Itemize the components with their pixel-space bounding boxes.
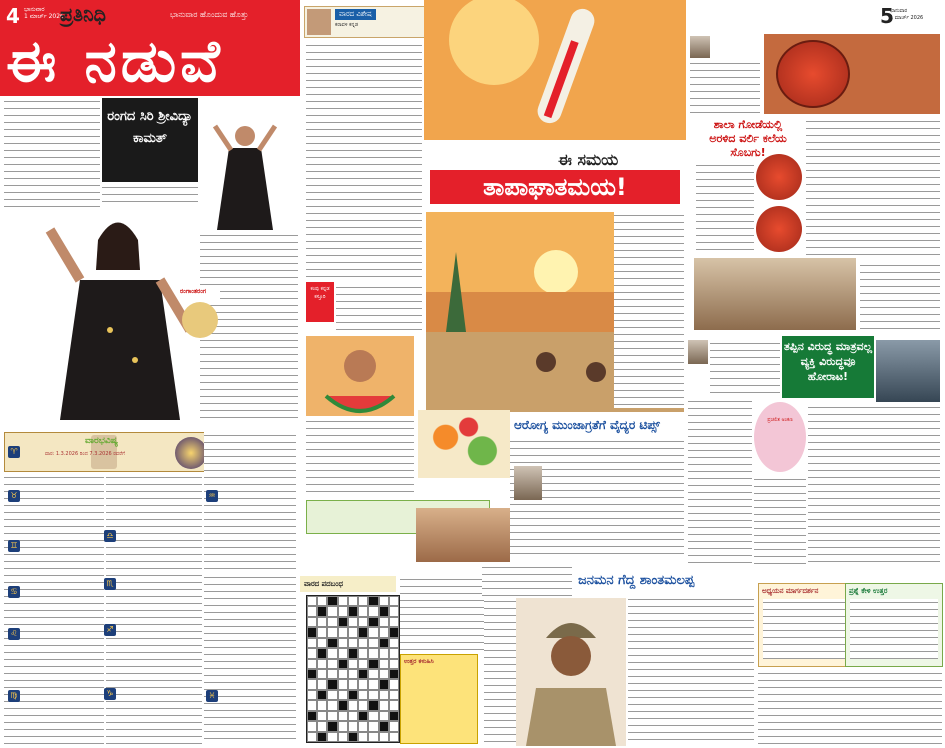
school-headline: ಶಾಲಾ ಗೋಡೆಯಲ್ಲಿ ಅರಳಿದ ವರ್ಲಿ ಕಲೆಯ ಸೊಬಗು! [709,118,787,159]
police-officer-photo [516,598,626,746]
gemini-icon: ♊ [8,540,20,552]
dateline-day: ಭಾನುವಾರ [24,6,45,13]
doctor-photo [514,466,542,500]
article-text [690,60,760,116]
horoscope-text [106,474,202,744]
article-text [696,162,754,256]
mural-circle [776,40,850,108]
crossword-answer-label: ಉತ್ತರ ಕಳುಹಿಸಿ [404,658,434,665]
feature-box: ರಂಗದ ಸಿರಿ ಶ್ರೀವಿದ್ಯಾ ಕಾಮತ್ [102,98,198,182]
columnist-photo [690,36,710,58]
fruits-photo [418,410,510,478]
horoscope-text [204,432,296,572]
section-title: ಈ ನಡುವೆ [6,27,224,95]
virgo-icon: ♍ [8,690,20,702]
kannada-label: ಕಂಪು ಕನ್ನಡ ಕಸ್ತೂರಿ [306,282,334,322]
crossword-title: ವಾರದ ಪದಬಂಧ [300,576,396,592]
article-text [860,262,940,330]
libra-icon: ♎ [104,530,116,542]
dancer-photo-2 [205,118,285,230]
article-text [102,184,198,204]
pink-quote: ಪ್ರಚಲಿತ ಅಂಕಣ [754,402,806,472]
horoscope-text [204,574,296,744]
scorpio-icon: ♏ [104,578,116,590]
capricorn-icon: ♑ [104,688,116,700]
page-number-left: 4 [6,4,20,28]
brand-name: ಪ್ರತಿನಿಧಿ [60,4,106,26]
zodiac-wheel-icon [175,437,207,469]
article-text [754,476,806,566]
crossword-answer-box [400,654,478,744]
women-photo [416,508,510,562]
health-title: ಆರೋಗ್ಯ ಮುಂಜಾಗ್ರತೆಗೆ ವೈದ್ಯರ ಟಿಪ್ಸ್ [514,418,660,432]
horoscope-text [4,474,104,744]
dateline-left [24,6,64,20]
article-text [758,670,942,744]
article-text [710,340,780,396]
astro-note: ವಾರ: 1.3.2026 ರಿಂದ 7.3.2026 ರವರೆಗೆ [45,451,125,457]
article-text [4,98,100,208]
author-photo [307,9,331,35]
green-headline: ತಪ್ಪಿನ ವಿರುದ್ಧ ಮಾತ್ರವಲ್ಲ ವ್ಯಕ್ತಿ ವಿರುದ್ಧವೂ ಹೋರಾಟ! [782,336,874,398]
sagittarius-icon: ♐ [104,624,116,636]
dancer-photo [40,210,200,420]
tips-list [306,418,414,498]
study-guide-title: ಅಧ್ಯಯನ ಮಾರ್ಗದರ್ಶನ [762,587,819,595]
thermometer-sun-photo [424,0,686,140]
leo-icon: ♌ [8,628,20,640]
cancer-icon: ♋ [8,586,20,598]
janamana-title: ಜನಮನ ಗೆದ್ದ ಶಾಂತಮಲಪ್ಪ [575,570,745,592]
child-watermelon-photo [306,336,414,416]
page-number-right: 5 [880,4,894,28]
school-group-photo [694,258,856,330]
article-text [306,42,422,282]
astro-banner [4,432,210,472]
crossword-clues [400,576,486,652]
dateline-date: 1 ಮಾರ್ಚ್ 2026 [890,15,924,21]
dateline-date: 1 ಮಾರ್ಚ್ 2026 [24,13,64,20]
dateline-right [890,8,923,22]
taurus-icon: ♉ [8,490,20,502]
pisces-icon: ♓ [206,690,218,702]
aries-icon: ♈ [8,446,20,458]
varada-vishesha-box [304,6,426,38]
theatre-masks-icon [182,302,218,338]
astro-title: ವಾರಭವಿಷ್ಯ [85,436,119,446]
varada-title: ವಾರದ ವಿಶೇಷ [335,9,376,20]
qa-box [845,583,943,667]
mural-circle [756,154,802,200]
article-text [688,398,752,566]
varada-sub: ಕರಾವಳಿ ಕನ್ನಡ [335,22,359,28]
article-text [336,284,422,334]
protest-photo [876,340,940,402]
article-text [808,404,940,566]
article-text [482,564,572,598]
tagline: ಭಾನುವಾರ ಹೊಂದುವ ಹೊತ್ತು [170,10,249,19]
article-text [484,598,518,744]
headline-line1: ಈ ಸಮಯ [558,150,619,169]
article-text [628,596,754,744]
crossword-grid[interactable] [306,595,400,743]
article-text [614,212,684,408]
headline-line2: ತಾಪಾಘಾತಮಯ! [430,170,680,204]
qa-title: ಪ್ರಶ್ನೆ ಕೇಳಿ ಉತ್ತರ [849,587,888,595]
dateline-day: ಭಾನುವಾರ [890,8,908,14]
article-text [850,599,938,659]
aquarius-icon: ♒ [206,490,218,502]
article-text [806,118,940,256]
mural-circle [756,206,802,252]
rangaj-label: ರಂಗಾಂತರಂಗ [180,288,220,300]
columnist-photo [688,340,708,364]
